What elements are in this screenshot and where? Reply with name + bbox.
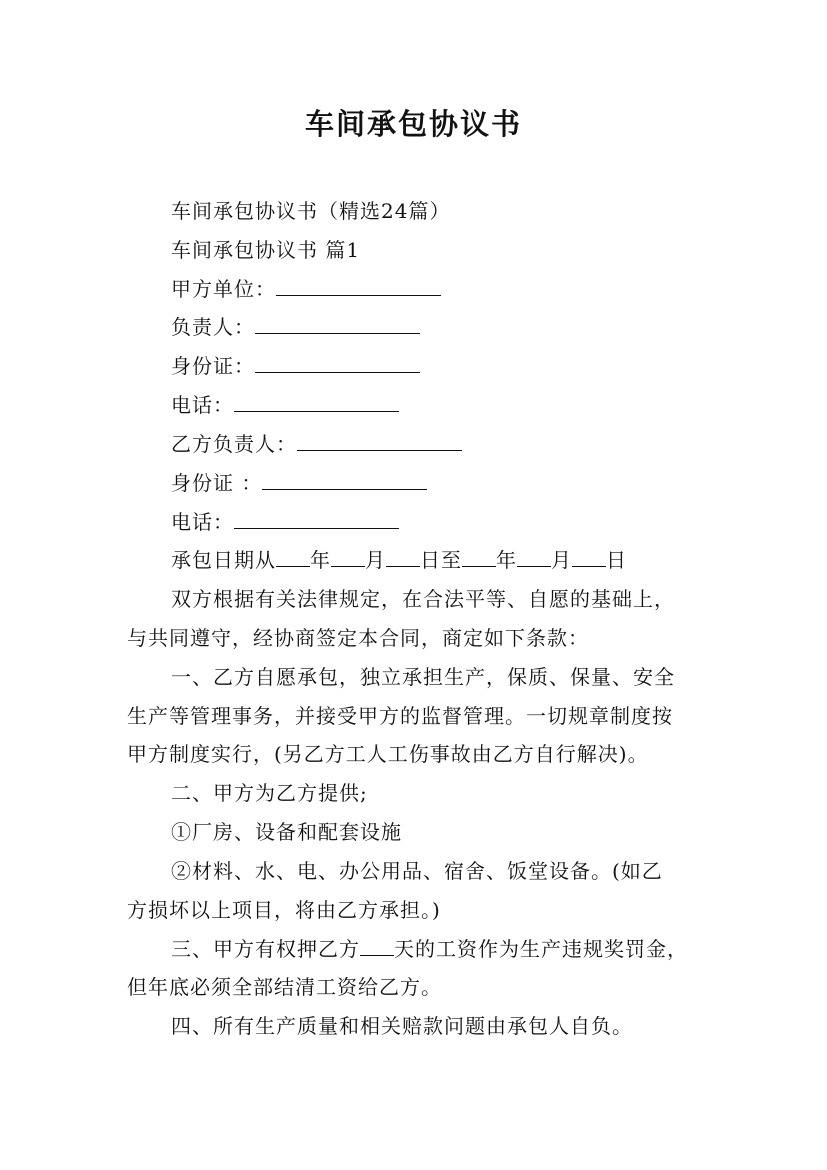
clause2-item2-line2: 方损坏以上项目，将由乙方承担。)	[127, 898, 441, 922]
section-heading: 车间承包协议书 篇1	[171, 238, 361, 262]
id-card-b-field	[171, 471, 427, 495]
fill-blank	[462, 548, 496, 567]
clause1-line2: 生产等管理事务，并接受甲方的监督管理。一切规章制度按	[127, 704, 673, 728]
period-month2: 月	[551, 548, 572, 572]
period-prefix: 承包日期从	[171, 548, 276, 572]
fill-blank	[517, 548, 551, 567]
fill-blank	[360, 937, 394, 956]
field-label: 负责人：	[171, 315, 255, 339]
clause3-line1	[171, 937, 688, 961]
period-year2: 年	[496, 548, 517, 572]
subtitle: 车间承包协议书（精选24篇）	[171, 199, 451, 223]
field-label: 身份证 ：	[171, 471, 263, 495]
fill-blank	[572, 548, 606, 567]
phone-field	[171, 393, 399, 417]
fill-blank	[386, 548, 420, 567]
party-a-unit-field	[171, 277, 441, 301]
fill-blank	[297, 432, 462, 451]
contract-period	[171, 548, 627, 572]
clause2-heading: 二、甲方为乙方提供;	[171, 781, 368, 805]
document-title: 车间承包协议书	[304, 107, 522, 141]
field-label: 乙方负责人：	[171, 432, 297, 456]
field-label: 身份证：	[171, 354, 255, 378]
intro-paragraph-line2: 与共同遵守，经协商签定本合同，商定如下条款：	[127, 626, 589, 650]
phone-b-field	[171, 510, 399, 534]
party-b-person-field	[171, 432, 462, 456]
clause3-line2: 但年底必须全部结清工资给乙方。	[127, 975, 442, 999]
fill-blank	[276, 548, 310, 567]
person-in-charge-field	[171, 315, 420, 339]
period-day-end: 日	[606, 548, 627, 572]
fill-blank	[262, 471, 427, 490]
clause3-prefix: 三、甲方有权押乙方	[171, 937, 360, 961]
field-label: 电话：	[171, 510, 234, 534]
fill-blank	[276, 277, 441, 296]
intro-paragraph-line1: 双方根据有关法律规定，在合法平等、自愿的基础上，	[171, 587, 675, 611]
fill-blank	[234, 393, 399, 412]
period-year: 年	[310, 548, 331, 572]
fill-blank	[255, 315, 420, 334]
period-day-to: 日至	[420, 548, 462, 572]
field-label: 电话：	[171, 393, 234, 417]
fill-blank	[331, 548, 365, 567]
clause1-line1: 一、乙方自愿承包，独立承担生产，保质、保量、安全	[171, 665, 675, 689]
id-card-field	[171, 354, 420, 378]
clause2-item1: ①厂房、设备和配套设施	[171, 820, 402, 844]
clause4: 四、所有生产质量和相关赔款问题由承包人自负。	[171, 1014, 633, 1038]
clause2-item2-line1: ②材料、水、电、办公用品、宿舍、饭堂设备。(如乙	[171, 859, 663, 883]
field-label: 甲方单位：	[171, 277, 276, 301]
fill-blank	[255, 354, 420, 373]
period-month: 月	[365, 548, 386, 572]
clause1-line3: 甲方制度实行，(另乙方工人工伤事故由乙方自行解决)。	[127, 742, 649, 766]
clause3-suffix: 天的工资作为生产违规奖罚金，	[394, 937, 688, 961]
fill-blank	[234, 510, 399, 529]
